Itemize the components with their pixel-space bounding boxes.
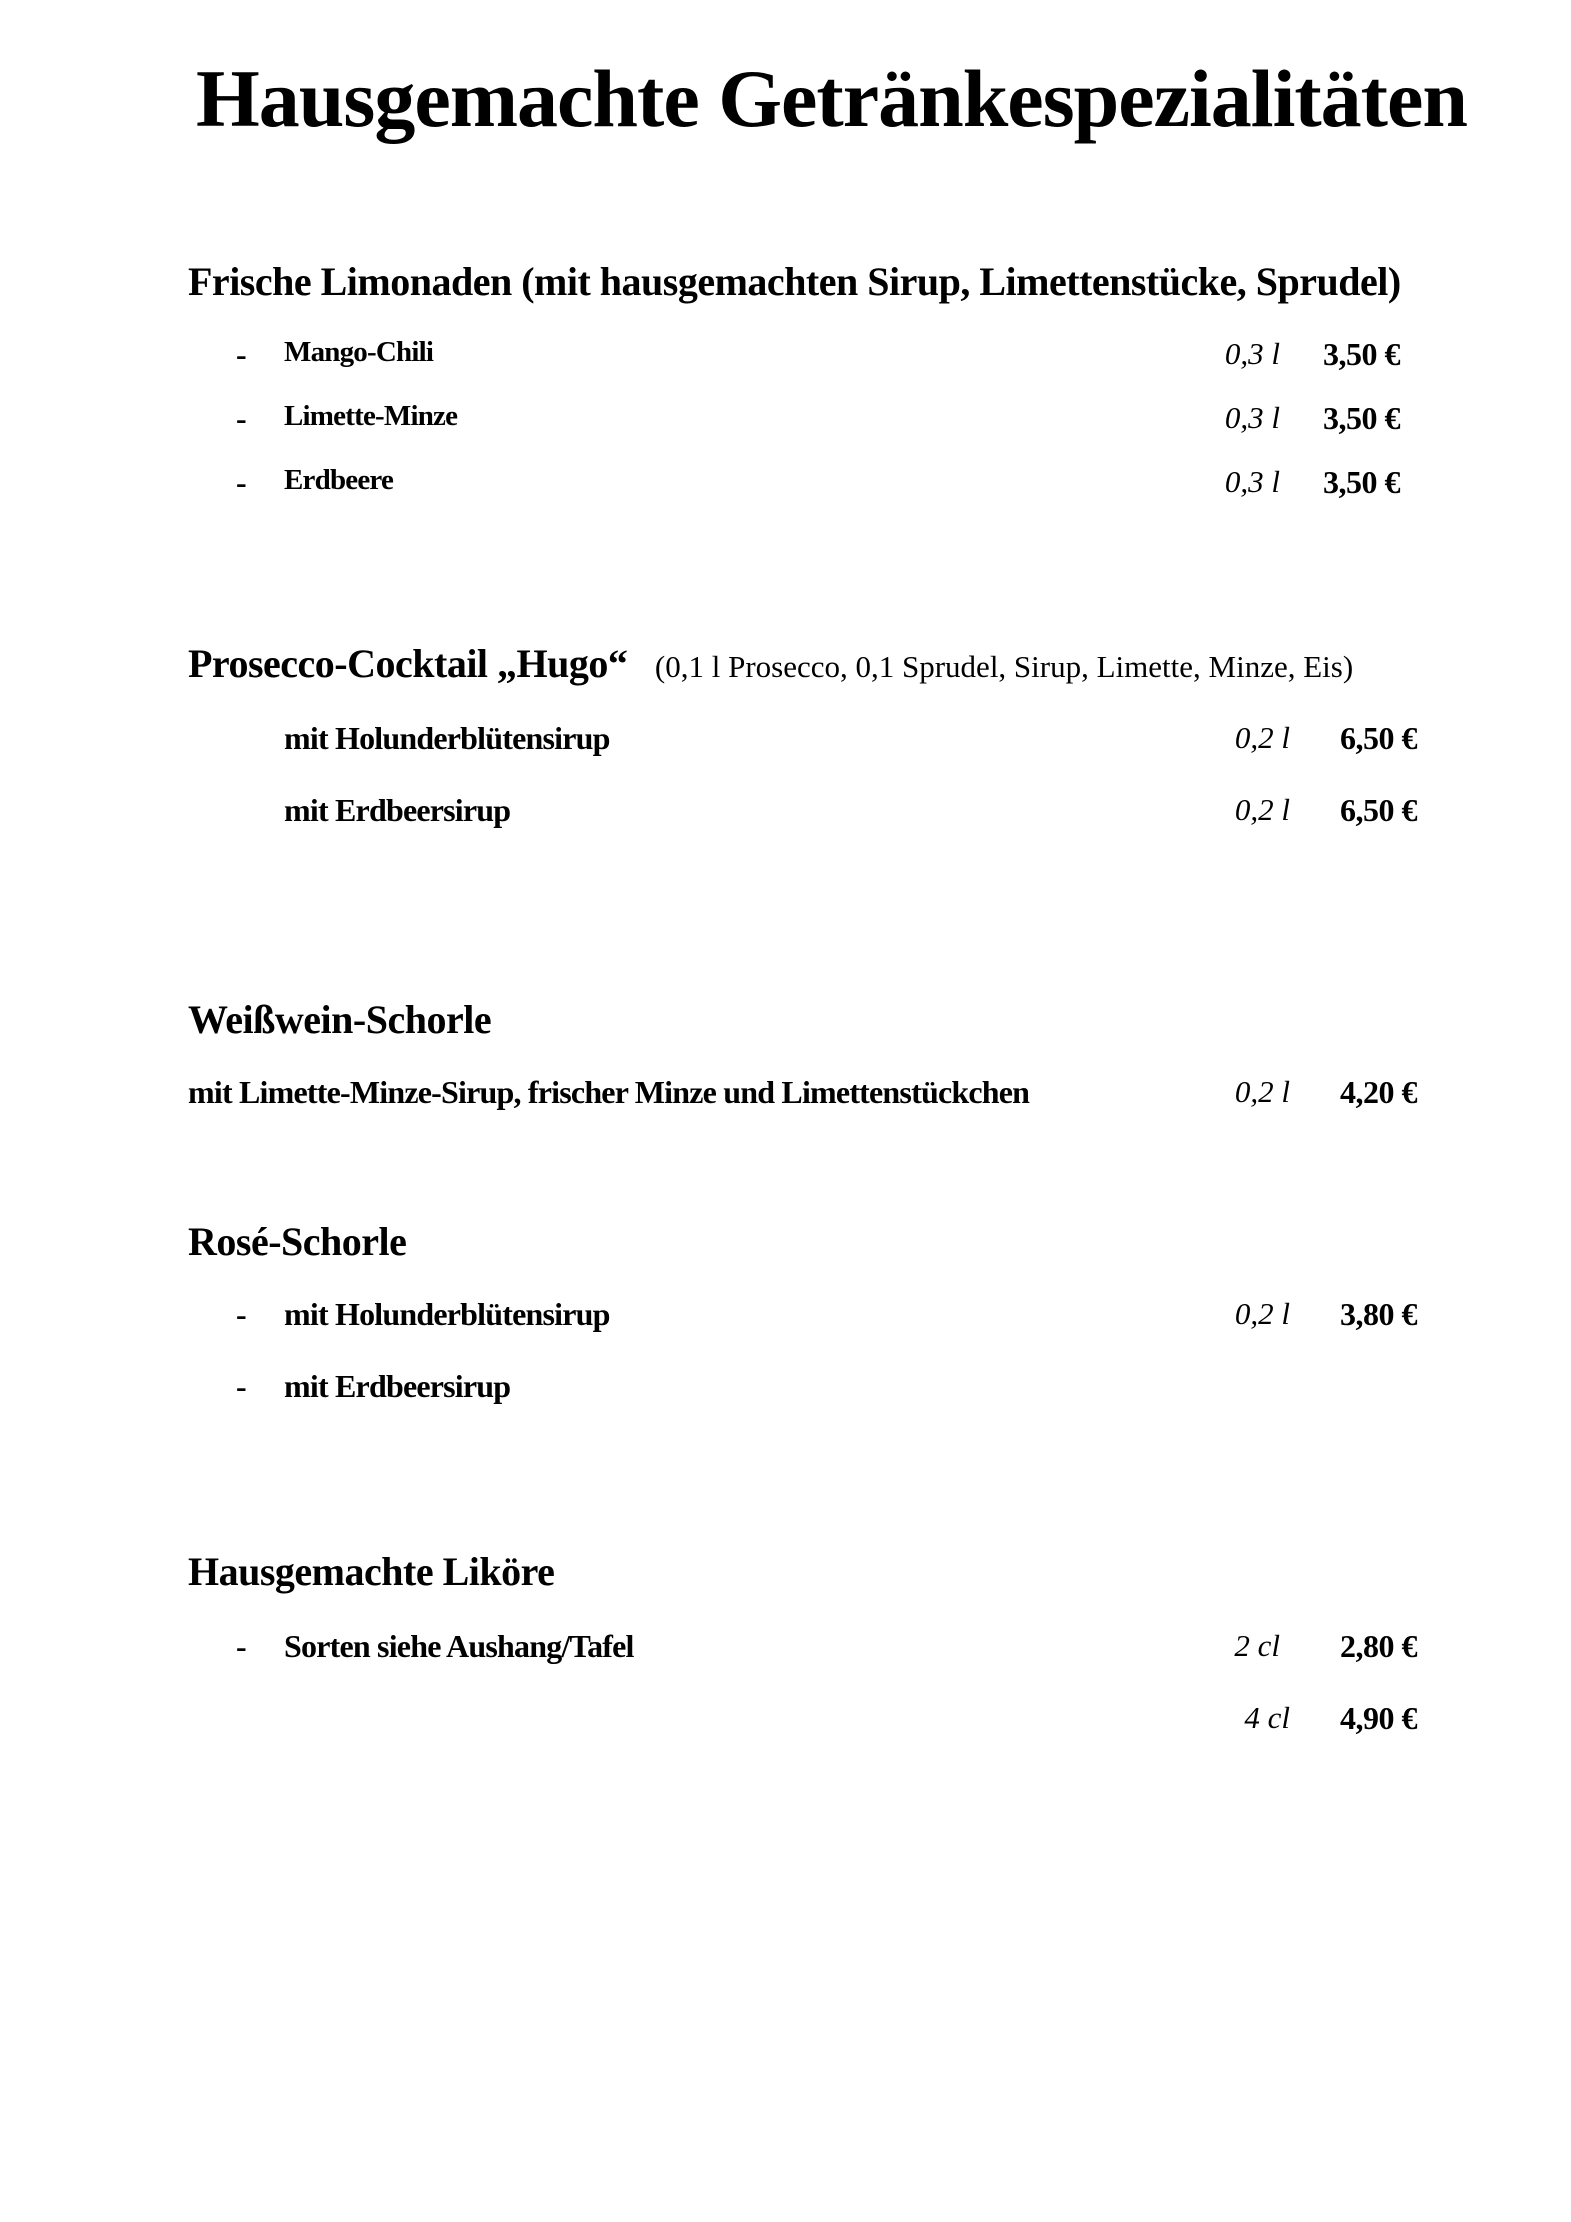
menu-item-price: 2,80 € — [1340, 1628, 1417, 1664]
menu-item-price: 6,50 € — [1340, 720, 1417, 756]
section-heading-hugo-title: Prosecco-Cocktail „Hugo“ — [188, 641, 628, 686]
menu-item-row — [0, 1700, 1571, 1744]
menu-item-name: Erdbeere — [284, 464, 394, 496]
menu-item-price: 4,90 € — [1340, 1700, 1417, 1736]
menu-item-row — [0, 1368, 1571, 1412]
section-heading-hugo-description: (0,1 l Prosecco, 0,1 Sprudel, Sirup, Limette, Minze, Eis) — [654, 649, 1354, 684]
menu-item-name: Limette-Minze — [284, 400, 458, 432]
menu-item-price: 3,50 € — [1323, 400, 1400, 436]
section-heading-rose: Rosé-Schorle — [188, 1219, 407, 1264]
menu-item-name: mit Limette-Minze-Sirup, frischer Minze und Limettenstückchen — [188, 1074, 1030, 1110]
menu-item-volume: 0,3 l — [1224, 336, 1280, 371]
menu-item-price: 6,50 € — [1340, 792, 1417, 828]
menu-item-price: 4,20 € — [1340, 1074, 1417, 1110]
menu-item-row — [0, 464, 1571, 508]
menu-item-volume: 0,2 l — [1234, 792, 1290, 827]
menu-item-volume: 2 cl — [1234, 1628, 1280, 1663]
menu-item-name: Sorten siehe Aushang/Tafel — [284, 1628, 634, 1664]
list-bullet: - — [236, 400, 247, 436]
menu-item-volume: 0,3 l — [1224, 400, 1280, 435]
menu-item-volume: 4 cl — [1244, 1700, 1290, 1735]
menu-item-volume: 0,3 l — [1224, 464, 1280, 499]
menu-item-price: 3,50 € — [1323, 336, 1400, 372]
section-heading-weisswein: Weißwein-Schorle — [188, 997, 492, 1042]
menu-item-volume: 0,2 l — [1234, 1296, 1290, 1331]
list-bullet: - — [236, 1628, 247, 1664]
list-bullet: - — [236, 464, 247, 500]
menu-item-row — [0, 1628, 1571, 1672]
menu-item-row — [0, 792, 1571, 836]
menu-item-row — [0, 1074, 1571, 1118]
menu-item-row — [0, 336, 1571, 380]
menu-item-name: mit Holunderblütensirup — [284, 1296, 610, 1332]
menu-item-name: mit Holunderblütensirup — [284, 720, 610, 756]
menu-item-row — [0, 400, 1571, 444]
menu-item-row — [0, 720, 1571, 764]
list-bullet: - — [236, 336, 247, 372]
list-bullet: - — [236, 1368, 247, 1404]
page-title: Hausgemachte Getränkespezialitäten — [196, 53, 1467, 144]
menu-item-row — [0, 1296, 1571, 1340]
menu-item-name: mit Erdbeersirup — [284, 1368, 511, 1404]
section-heading-hugo — [188, 640, 1353, 687]
menu-item-volume: 0,2 l — [1234, 1074, 1290, 1109]
section-heading-likoere: Hausgemachte Liköre — [188, 1549, 555, 1594]
menu-item-name: Mango-Chili — [284, 336, 434, 368]
list-bullet: - — [236, 1296, 247, 1332]
menu-item-name: mit Erdbeersirup — [284, 792, 511, 828]
menu-item-price: 3,80 € — [1340, 1296, 1417, 1332]
section-heading-limonaden: Frische Limonaden (mit hausgemachten Sirup, Limettenstücke, Sprudel) — [188, 259, 1401, 304]
menu-item-volume: 0,2 l — [1234, 720, 1290, 755]
menu-item-price: 3,50 € — [1323, 464, 1400, 500]
